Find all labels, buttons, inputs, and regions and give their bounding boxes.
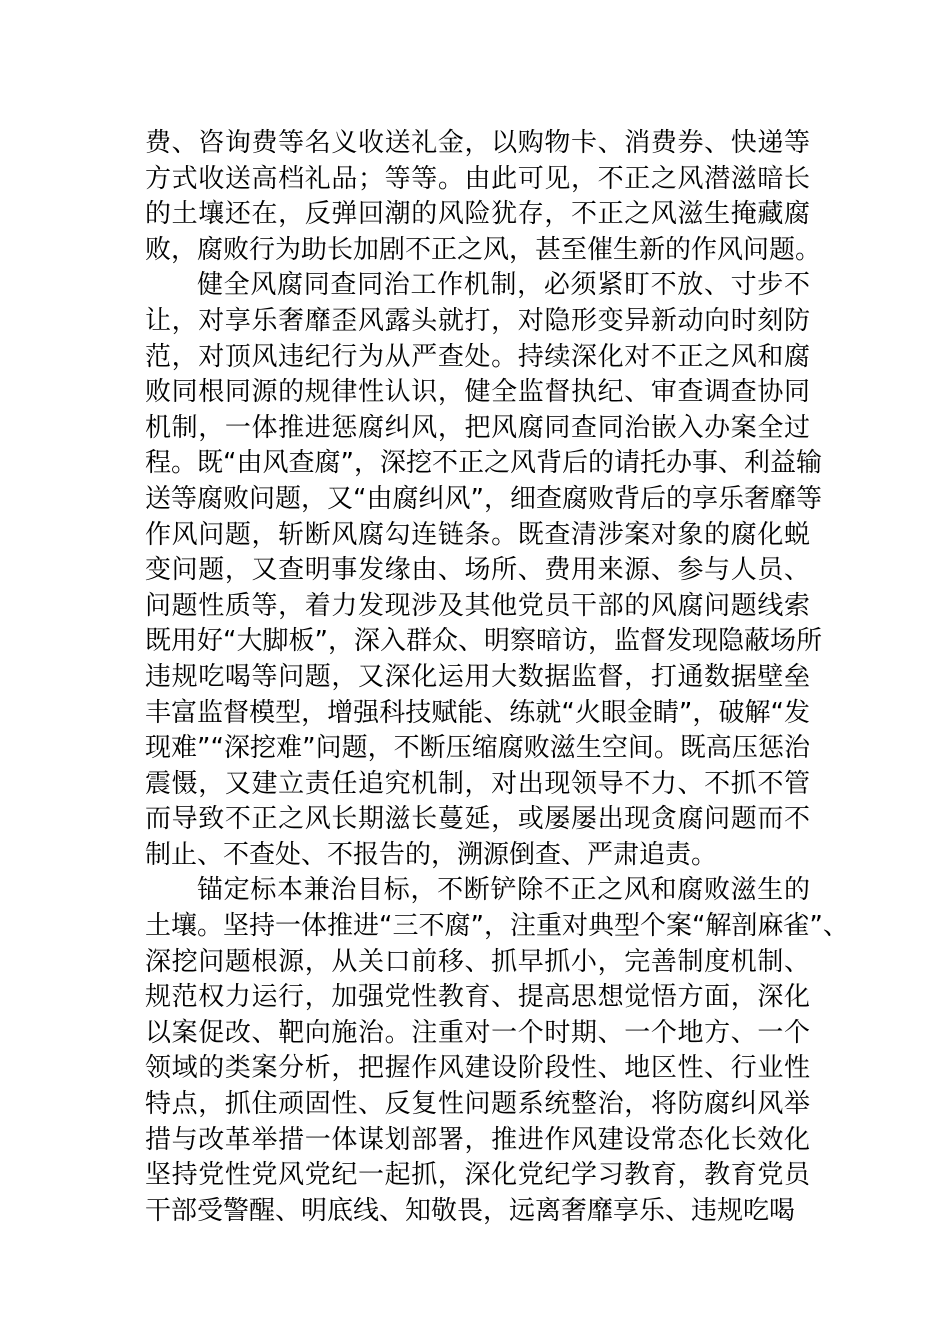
text-line: 费、咨询费等名义收送礼金，以购物卡、消费券、快递等	[145, 128, 810, 158]
text-line: 问题性质等，着力发现涉及其他党员干部的风腐问题线索	[145, 590, 810, 621]
text-line: 特点，抓住顽固性、反复性问题系统整治，将防腐纠风举	[145, 1089, 810, 1120]
text-line: 败，腐败行为助长加剧不正之风，甚至催生新的作风问题。	[145, 234, 822, 265]
text-line: 程。既“由风查腐”，深挖不正之风背后的请托办事、利益输	[145, 448, 822, 479]
text-line: 让，对享乐奢靡歪风露头就打，对隐形变异新动向时刻防	[145, 305, 810, 336]
text-line: 变问题，又查明事发缘由、场所、费用来源、参与人员、	[145, 555, 810, 586]
text-line: 机制，一体推进惩腐纠风，把风腐同查同治嵌入办案全过	[145, 412, 810, 443]
text-line: 措与改革举措一体谋划部署，推进作风建设常态化长效化	[145, 1124, 810, 1155]
text-line: 制止、不查处、不报告的，溯源倒查、严肃追责。	[145, 839, 718, 870]
text-line: 方式收送高档礼品；等等。由此可见，不正之风潜滋暗长	[145, 163, 810, 194]
text-line: 范，对顶风违纪行为从严查处。持续深化对不正之风和腐	[145, 341, 810, 372]
paragraph-p2	[145, 268, 822, 873]
text-line: 而导致不正之风长期滋长蔓延，或屡屡出现贪腐问题而不	[145, 804, 810, 835]
text-line: 以案促改、靶向施治。注重对一个时期、一个地方、一个	[145, 1017, 810, 1048]
text-line: 现难”“深挖难”问题，不断压缩腐败滋生空间。既高压惩治	[145, 733, 810, 764]
text-line: 健全风腐同查同治工作机制，必须紧盯不放、寸步不	[197, 270, 810, 301]
paragraph-p3	[145, 873, 849, 1229]
text-line: 作风问题，斩断风腐勾连链条。既查清涉案对象的腐化蜕	[145, 519, 810, 550]
text-line: 领域的类案分析，把握作风建设阶段性、地区性、行业性	[145, 1053, 810, 1084]
text-line: 违规吃喝等问题，又深化运用大数据监督，打通数据壁垒	[145, 661, 810, 692]
text-line: 锚定标本兼治目标，不断铲除不正之风和腐败滋生的	[197, 875, 810, 906]
text-line: 震慑，又建立责任追究机制，对出现领导不力、不抓不管	[145, 768, 810, 799]
text-line: 坚持党性党风党纪一起抓，深化党纪学习教育，教育党员	[145, 1160, 810, 1191]
text-line: 干部受警醒、明底线、知敬畏，远离奢靡享乐、违规吃喝	[145, 1195, 796, 1226]
text-line: 土壤。坚持一体推进“三不腐”，注重对典型个案“解剖麻雀”、	[145, 911, 849, 942]
text-line: 丰富监督模型，增强科技赋能、练就“火眼金睛”，破解“发	[145, 697, 810, 728]
text-line: 规范权力运行，加强党性教育、提高思想觉悟方面，深化	[145, 982, 810, 1013]
text-line: 的土壤还在，反弹回潮的风险犹存，不正之风滋生掩藏腐	[145, 199, 810, 230]
text-line: 败同根同源的规律性认识，健全监督执纪、审查调查协同	[145, 377, 810, 408]
body-text	[145, 126, 849, 1229]
text-line: 送等腐败问题，又“由腐纠风”，细查腐败背后的享乐奢靡等	[145, 483, 822, 514]
text-line: 既用好“大脚板”，深入群众、明察暗访，监督发现隐蔽场所	[145, 626, 822, 657]
paragraph-p1	[145, 126, 822, 268]
text-line: 深挖问题根源，从关口前移、抓早抓小，完善制度机制、	[145, 946, 810, 977]
